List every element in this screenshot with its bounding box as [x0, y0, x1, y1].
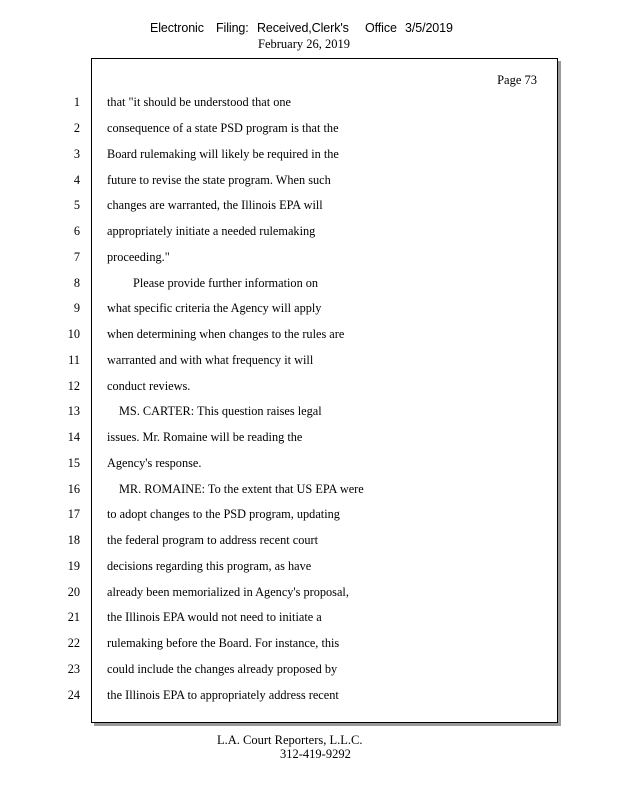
line-text: future to revise the state program. When such [107, 173, 331, 187]
reporter-company: L.A. Court Reporters, L.L.C. [217, 733, 363, 747]
line-text: to adopt changes to the PSD program, updating [107, 507, 340, 521]
line-number: 9 [73, 301, 80, 315]
stamp-received-clerks: Received,Clerk's [257, 21, 349, 35]
transcript-date: February 26, 2019 [258, 37, 350, 51]
line-number: 21 [67, 610, 80, 624]
line-number: 4 [73, 173, 80, 187]
line-number: 10 [67, 327, 80, 341]
line-text: issues. Mr. Romaine will be reading the [107, 430, 303, 444]
line-text: could include the changes already proposed by [107, 662, 338, 676]
reporter-phone: 312-419-9292 [280, 747, 351, 761]
line-text: conduct reviews. [107, 379, 191, 393]
filing-stamp [150, 21, 453, 35]
line-number: 16 [67, 482, 80, 496]
line-text: warranted and with what frequency it will [107, 353, 314, 367]
line-number: 7 [73, 250, 80, 264]
stamp-office: Office [365, 21, 397, 35]
stamp-filed-date: 3/5/2019 [405, 21, 453, 35]
line-text: Please provide further information on [133, 276, 319, 290]
line-number: 18 [67, 533, 80, 547]
line-text: consequence of a state PSD program is that the [107, 121, 339, 135]
line-text: Board rulemaking will likely be required in the [107, 147, 339, 161]
line-number: 6 [73, 224, 80, 238]
line-text: the Illinois EPA would not need to initiate a [107, 610, 322, 624]
line-text: the federal program to address recent court [107, 533, 318, 547]
stamp-electronic: Electronic [150, 21, 204, 35]
line-text: proceeding." [107, 250, 170, 264]
line-number: 24 [67, 688, 80, 702]
line-number: 17 [67, 507, 80, 521]
line-text: Agency's response. [107, 456, 202, 470]
line-text: already been memorialized in Agency's proposal, [107, 585, 349, 599]
line-number: 2 [73, 121, 80, 135]
line-number: 15 [67, 456, 80, 470]
stamp-filing: Filing: [216, 21, 249, 35]
page-number: Page 73 [497, 73, 537, 87]
line-number: 22 [67, 636, 80, 650]
line-number: 5 [73, 198, 80, 212]
line-text: the Illinois EPA to appropriately address recent [107, 688, 339, 702]
line-text: decisions regarding this program, as have [107, 559, 312, 573]
line-text: changes are warranted, the Illinois EPA will [107, 198, 323, 212]
line-number: 8 [73, 276, 80, 290]
line-number: 3 [73, 147, 80, 161]
line-number: 13 [67, 404, 80, 418]
line-text: when determining when changes to the rules are [107, 327, 345, 341]
line-number: 14 [67, 430, 80, 444]
line-text: what specific criteria the Agency will apply [107, 301, 322, 315]
line-text: rulemaking before the Board. For instance, this [107, 636, 340, 650]
line-number: 19 [67, 559, 80, 573]
line-number: 20 [67, 585, 80, 599]
line-number: 1 [73, 95, 80, 109]
line-text: MR. ROMAINE: To the extent that US EPA were [119, 482, 364, 496]
line-text: MS. CARTER: This question raises legal [119, 404, 322, 418]
line-number: 23 [67, 662, 80, 676]
line-text: appropriately initiate a needed rulemaking [107, 224, 316, 238]
line-text: that "it should be understood that one [107, 95, 291, 109]
line-number: 12 [67, 379, 80, 393]
line-number: 11 [68, 353, 80, 367]
